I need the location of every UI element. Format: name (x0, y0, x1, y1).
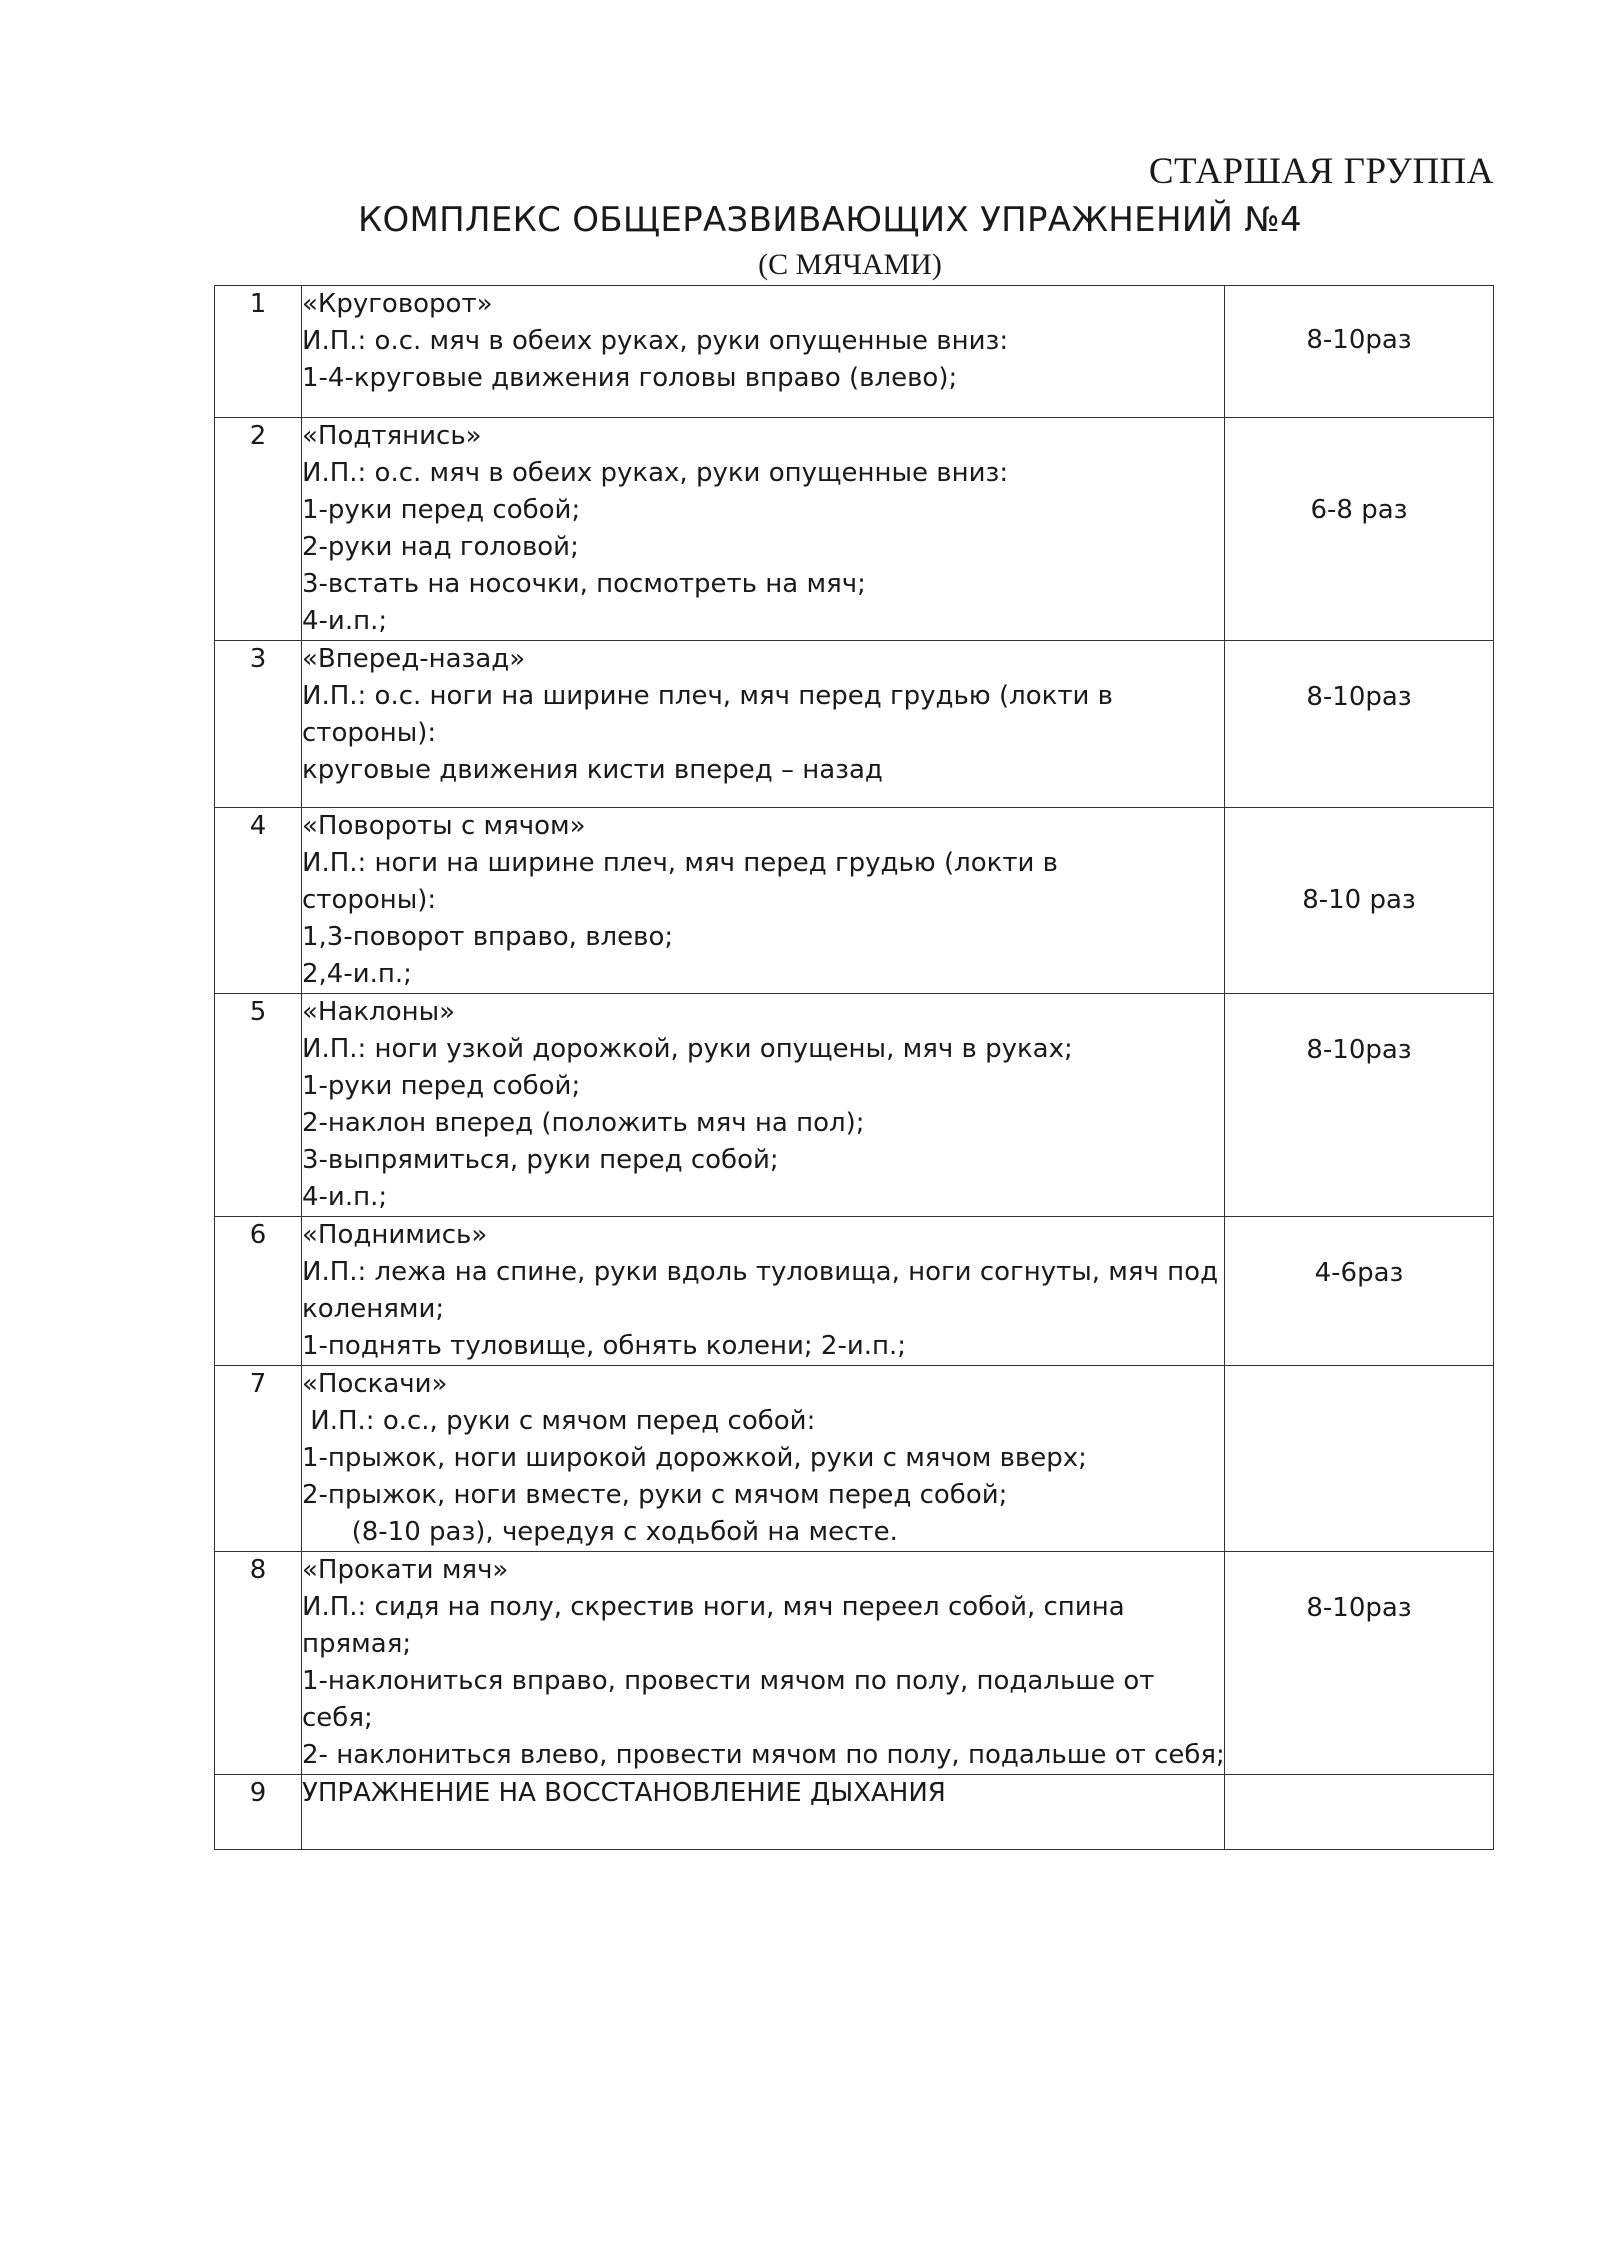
exercise-repetitions-cell (1225, 1217, 1494, 1366)
exercise-instruction-line: коленями; (302, 1294, 445, 1324)
exercise-number: 7 (215, 1366, 302, 1552)
exercise-description (302, 1775, 1225, 1850)
exercise-row (215, 1775, 1494, 1850)
exercise-number: 8 (215, 1552, 302, 1775)
exercise-name: «Вперед-назад» (302, 644, 526, 674)
exercise-repetitions-cell (1225, 418, 1494, 641)
exercise-row (215, 808, 1494, 994)
exercise-repetitions: 8-10раз (1306, 1035, 1412, 1065)
exercise-description (302, 1366, 1225, 1552)
exercise-name: «Круговорот» (302, 289, 493, 319)
exercise-repetitions-cell (1225, 286, 1494, 418)
exercise-repetitions-cell (1225, 808, 1494, 994)
exercise-row (215, 1366, 1494, 1552)
exercise-description (302, 286, 1225, 418)
exercise-instruction-line: 1-руки перед собой; (302, 1071, 581, 1101)
exercise-instruction-line: И.П.: ноги узкой дорожкой, руки опущены, мяч в руках; (302, 1034, 1073, 1064)
exercise-row (215, 286, 1494, 418)
exercise-row (215, 641, 1494, 808)
exercise-name: «Наклоны» (302, 997, 456, 1027)
exercise-row (215, 1217, 1494, 1366)
exercise-repetitions-cell (1225, 1366, 1494, 1552)
exercise-repetitions: 8-10раз (1306, 682, 1412, 712)
exercise-instruction-line: 2- наклониться влево, провести мячом по полу, подальше от себя; (302, 1740, 1225, 1770)
exercise-instruction-line: И.П.: лежа на спине, руки вдоль туловища, ноги согнуты, мяч под (302, 1257, 1219, 1287)
exercise-repetitions: 8-10 раз (1302, 885, 1416, 915)
exercise-number: 6 (215, 1217, 302, 1366)
exercise-instruction-line: себя; (302, 1703, 373, 1733)
exercise-instruction-line: 1-наклониться вправо, провести мячом по полу, подальше от (302, 1666, 1155, 1696)
document-title: КОМПЛЕКС ОБЩЕРАЗВИВАЮЩИХ УПРАЖНЕНИЙ №4 (358, 200, 1302, 240)
exercise-instruction-line: 1-поднять туловище, обнять колени; 2-и.п.; (302, 1331, 907, 1361)
exercise-instruction-line: 4-и.п.; (302, 1182, 388, 1212)
exercise-description (302, 1217, 1225, 1366)
exercise-number: 9 (215, 1775, 302, 1850)
exercise-repetitions: 4-6раз (1314, 1258, 1404, 1288)
exercise-instruction-line: 3-встать на носочки, посмотреть на мяч; (302, 569, 866, 599)
exercise-name: «Повороты с мячом» (302, 811, 586, 841)
exercise-instruction-line: 2-наклон вперед (положить мяч на пол); (302, 1108, 865, 1138)
exercise-description (302, 994, 1225, 1217)
exercise-row (215, 1552, 1494, 1775)
exercise-number: 1 (215, 286, 302, 418)
exercise-name: «Поскачи» (302, 1369, 448, 1399)
exercise-repetitions-cell (1225, 994, 1494, 1217)
exercise-repetitions: 8-10раз (1306, 1593, 1412, 1623)
exercise-row (215, 994, 1494, 1217)
exercise-name: УПРАЖНЕНИЕ НА ВОССТАНОВЛЕНИЕ ДЫХАНИЯ (302, 1778, 946, 1808)
exercise-instruction-line: 1,3-поворот вправо, влево; (302, 922, 674, 952)
exercise-instruction-line: 1-прыжок, ноги широкой дорожкой, руки с мячом вверх; (302, 1443, 1087, 1473)
exercise-repetitions: 6-8 раз (1310, 495, 1408, 525)
exercise-repetitions: 8-10раз (1306, 325, 1412, 355)
exercise-instruction-line: (8-10 раз), чередуя с ходьбой на месте. (302, 1517, 898, 1547)
exercise-instruction-line: И.П.: ноги на ширине плеч, мяч перед грудью (локти в (302, 848, 1058, 878)
exercise-instruction-line: И.П.: сидя на полу, скрестив ноги, мяч переел собой, спина (302, 1592, 1125, 1622)
exercise-description (302, 1552, 1225, 1775)
exercise-instruction-line: И.П.: о.с., руки с мячом перед собой: (302, 1406, 816, 1436)
exercise-instruction-line: 2-прыжок, ноги вместе, руки с мячом перед собой; (302, 1480, 1008, 1510)
exercise-description (302, 641, 1225, 808)
exercise-description (302, 808, 1225, 994)
exercise-instruction-line: И.П.: о.с. мяч в обеих руках, руки опущенные вниз: (302, 458, 1009, 488)
exercise-instruction-line: И.П.: о.с. мяч в обеих руках, руки опущенные вниз: (302, 326, 1009, 356)
exercise-number: 2 (215, 418, 302, 641)
exercise-name: «Поднимись» (302, 1220, 488, 1250)
exercise-table (214, 285, 1494, 1850)
exercise-instruction-line: круговые движения кисти вперед – назад (302, 755, 883, 785)
exercise-row (215, 418, 1494, 641)
exercise-number: 3 (215, 641, 302, 808)
exercise-number: 4 (215, 808, 302, 994)
exercise-instruction-line: 1-4-круговые движения головы вправо (влево); (302, 363, 958, 393)
group-heading: СТАРШАЯ ГРУППА (1148, 151, 1494, 192)
exercise-instruction-line: 2,4-и.п.; (302, 959, 412, 989)
exercise-name: «Подтянись» (302, 421, 482, 451)
exercise-instruction-line: 3-выпрямиться, руки перед собой; (302, 1145, 779, 1175)
exercise-repetitions-cell (1225, 1775, 1494, 1850)
exercise-name: «Прокати мяч» (302, 1555, 509, 1585)
exercise-repetitions-cell (1225, 641, 1494, 808)
document-subtitle: (С МЯЧАМИ) (758, 248, 942, 281)
exercise-instruction-line: 1-руки перед собой; (302, 495, 581, 525)
exercise-instruction-line: 4-и.п.; (302, 606, 388, 636)
exercise-instruction-line: стороны): (302, 885, 437, 915)
exercise-instruction-line: 2-руки над головой; (302, 532, 579, 562)
exercise-description (302, 418, 1225, 641)
exercise-repetitions-cell (1225, 1552, 1494, 1775)
exercise-instruction-line: прямая; (302, 1629, 412, 1659)
exercise-instruction-line: И.П.: о.с. ноги на ширине плеч, мяч перед грудью (локти в (302, 681, 1113, 711)
exercise-instruction-line: стороны): (302, 718, 437, 748)
exercise-number: 5 (215, 994, 302, 1217)
